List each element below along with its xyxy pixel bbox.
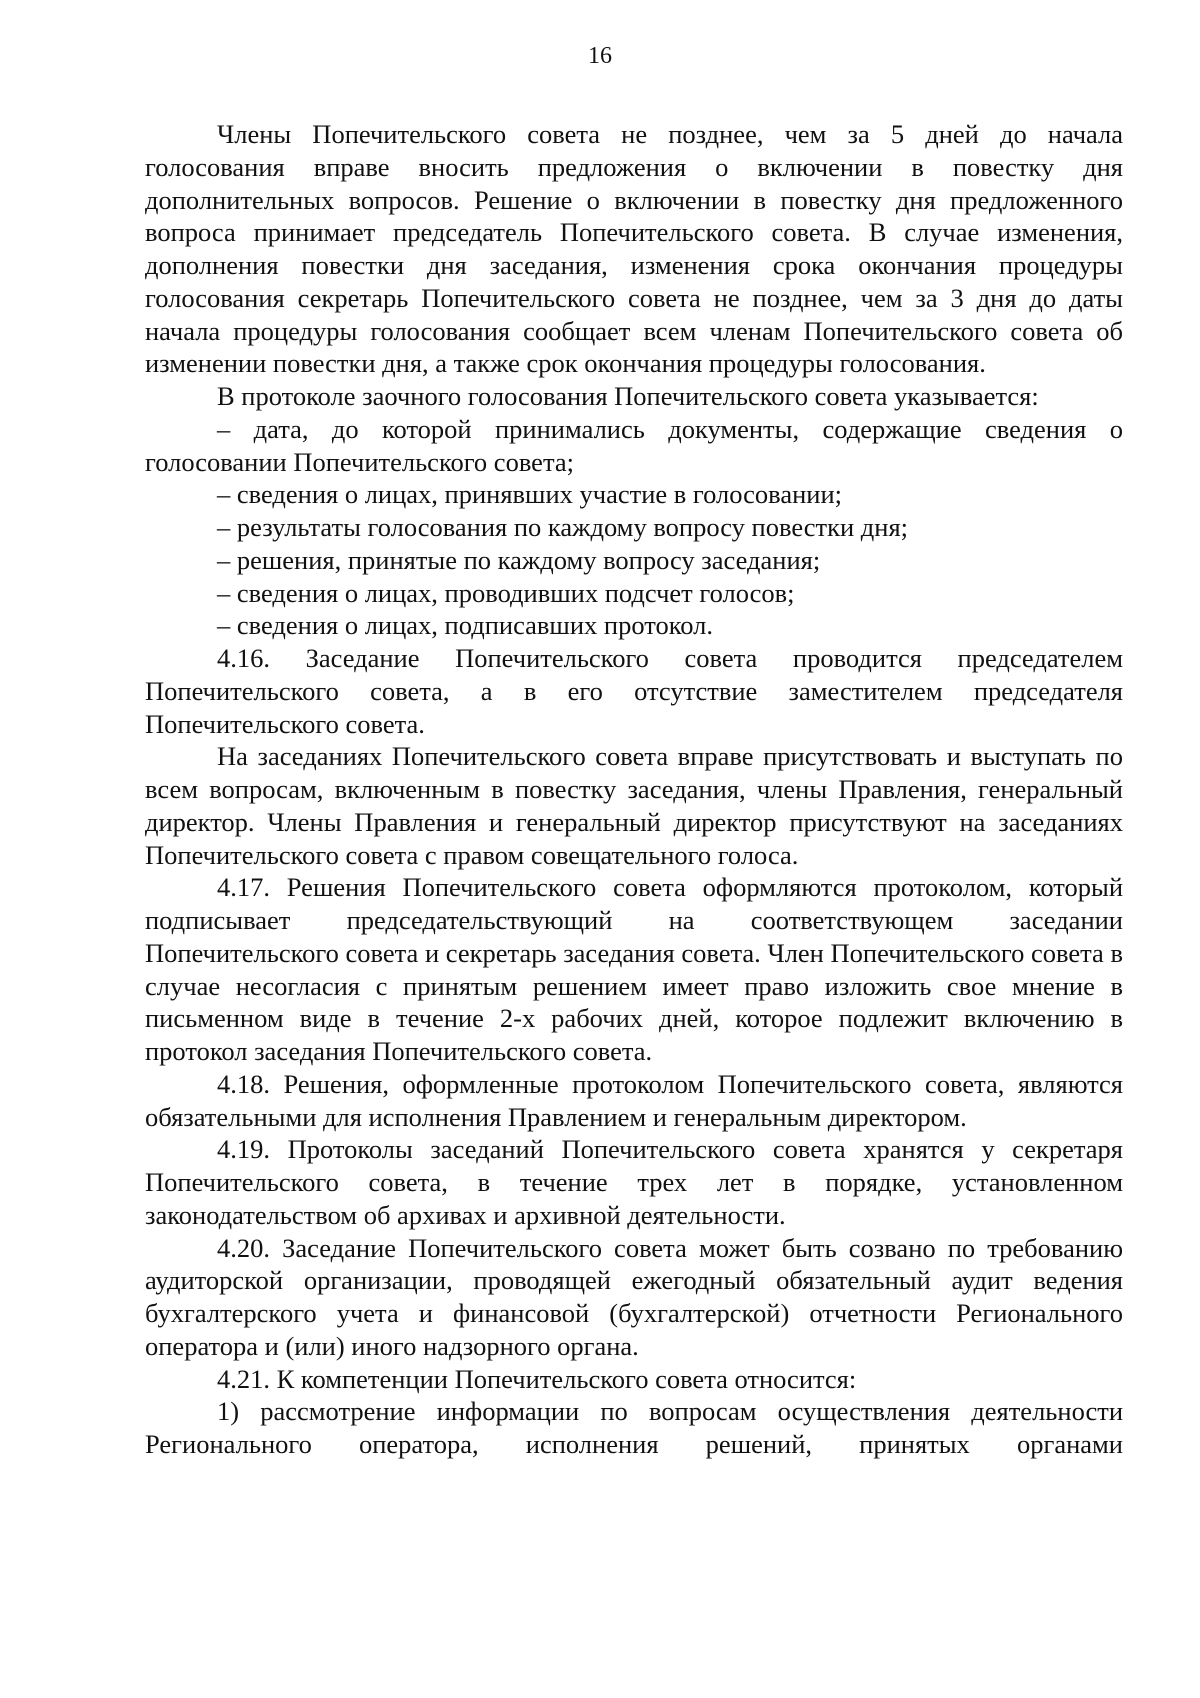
paragraph-4-17: 4.17. Решения Попечительского совета оформляются протоколом, который подписывает председательствующий на соответствующем заседании Попечительского совета и секретарь заседания совета. Член Попечительского совета в случае несогласия с принятым решением имеет право изложить свое мнение в письменном виде в течение 2-х рабочих дней, которое подлежит включению в протокол заседания Попечительского совета. [145,872,1123,1066]
document-body [145,118,1123,1461]
paragraph-4-20: 4.20. Заседание Попечительского совета может быть созвано по требованию аудиторской организации, проводящей ежегодный обязательный аудит ведения бухгалтерского учета и финансовой (бухгалтерской) отчетности Регионального оператора и (или) иного надзорного органа. [145,1232,1123,1361]
list-item-counters: – сведения о лицах, проводивших подсчет голосов; [217,577,795,608]
paragraph-4-19: 4.19. Протоколы заседаний Попечительского совета хранятся у секретаря Попечительского совета, в течение трех лет в порядке, установленном законодательством об архивах и архивной деятельности. [145,1134,1123,1230]
list-item-participants: – сведения о лицах, принявших участие в голосовании; [217,479,842,510]
page-number: 16 [588,43,612,69]
list-item-signers: – сведения о лицах, подписавших протокол. [217,610,713,641]
list-item-decisions: – решения, принятые по каждому вопросу заседания; [217,544,821,575]
paragraph-competence-item-1: 1) рассмотрение информации по вопросам осуществления деятельности Регионального оператора, исполнения решений, принятых органами [145,1396,1123,1459]
paragraph-protocol-intro: В протоколе заочного голосования Попечительского совета указывается: [217,381,1039,411]
list-item-date: – дата, до которой принимались документы, содержащие сведения о голосовании Попечительского совета; [145,413,1123,477]
paragraph-4-16: 4.16. Заседание Попечительского совета проводится председателем Попечительского совета, а в его отсутствие заместителем председателя Попечительского совета. [145,643,1123,739]
paragraph-attendance: На заседаниях Попечительского совета вправе присутствовать и выступать по всем вопросам, включенным в повестку заседания, члены Правления, генеральный директор. Члены Правления и генеральный директор присутствуют на заседаниях Попечительского совета с правом совещательного голоса. [145,741,1123,870]
paragraph-4-18: 4.18. Решения, оформленные протоколом Попечительского совета, являются обязательными для исполнения Правлением и генеральным директором. [145,1068,1123,1132]
paragraph-4-21: 4.21. К компетенции Попечительского совета относится: [217,1363,857,1394]
paragraph-voting-proposals: Члены Попечительского совета не позднее, чем за 5 дней до начала голосования вправе вносить предложения о включении в повестку дня дополнительных вопросов. Решение о включении в повестку дня предложенного вопроса принимает председатель Попечительского совета. В случае изменения, дополнения повестки дня заседания, изменения срока окончания процедуры голосования секретарь Попечительского совета не позднее, чем за 3 дня до даты начала процедуры голосования сообщает всем членам Попечительского совета об изменении повестки дня, а также срок окончания процедуры голосования. [145,119,1123,379]
list-item-results: – результаты голосования по каждому вопросу повестки дня; [217,512,908,542]
